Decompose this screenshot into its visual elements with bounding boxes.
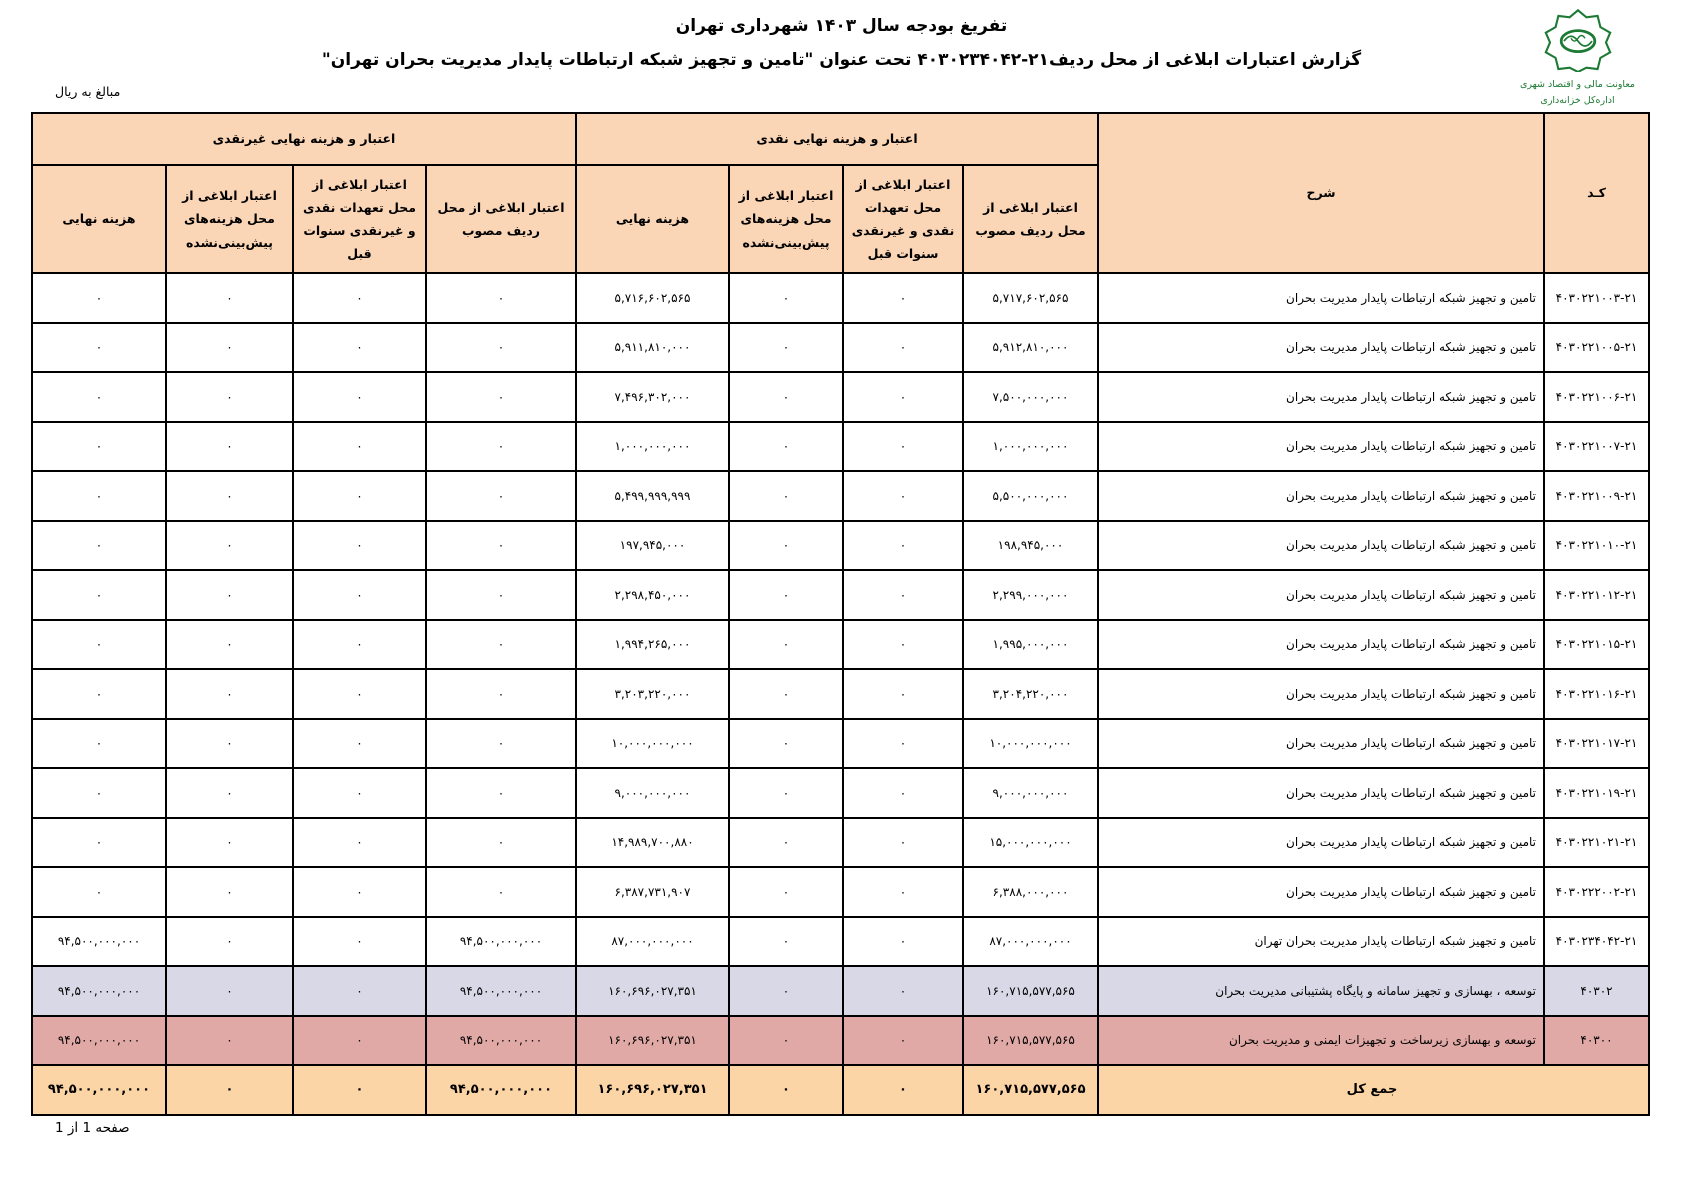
row-cash-unforeseen-cell: ۰	[729, 719, 843, 769]
row-cash-final-cell: ۱,۹۹۴,۲۶۵,۰۰۰	[576, 620, 729, 670]
row-description-cell: تامین و تجهیز شبکه ارتباطات پایدار مدیریت بحران	[1098, 422, 1544, 472]
row-noncash-prior-cell: ۰	[293, 917, 426, 967]
row-noncash-approved-cell: ۹۴,۵۰۰,۰۰۰,۰۰۰	[426, 1065, 576, 1115]
row-cash-prior-cell: ۰	[843, 768, 963, 818]
row-noncash-approved-cell: ۹۴,۵۰۰,۰۰۰,۰۰۰	[426, 1016, 576, 1066]
row-noncash-final-cell: ۰	[32, 471, 166, 521]
row-noncash-prior-cell: ۰	[293, 372, 426, 422]
table-row	[32, 521, 1649, 571]
row-cash-final-cell: ۱۴,۹۸۹,۷۰۰,۸۸۰	[576, 818, 729, 868]
row-cash-prior-cell: ۰	[843, 471, 963, 521]
row-description-cell: تامین و تجهیز شبکه ارتباطات پایدار مدیریت بحران	[1098, 323, 1544, 373]
row-cash-prior-cell: ۰	[843, 1016, 963, 1066]
row-noncash-final-cell: ۹۴,۵۰۰,۰۰۰,۰۰۰	[32, 966, 166, 1016]
row-cash-unforeseen-cell: ۰	[729, 422, 843, 472]
row-noncash-unforeseen-cell: ۰	[166, 372, 293, 422]
row-noncash-approved-cell: ۰	[426, 273, 576, 323]
row-cash-unforeseen-cell: ۰	[729, 1065, 843, 1115]
table-row	[32, 818, 1649, 868]
row-noncash-final-cell: ۰	[32, 867, 166, 917]
column-header-noncash-approved: اعتبار ابلاغی از محل ردیف مصوب	[426, 165, 576, 273]
row-description-cell: تامین و تجهیز شبکه ارتباطات پایدار مدیریت بحران	[1098, 768, 1544, 818]
row-cash-approved-cell: ۵,۷۱۷,۶۰۲,۵۶۵	[963, 273, 1098, 323]
row-noncash-final-cell: ۹۴,۵۰۰,۰۰۰,۰۰۰	[32, 917, 166, 967]
row-noncash-unforeseen-cell: ۰	[166, 570, 293, 620]
row-noncash-unforeseen-cell: ۰	[166, 1016, 293, 1066]
row-cash-unforeseen-cell: ۰	[729, 372, 843, 422]
row-cash-approved-cell: ۱۰,۰۰۰,۰۰۰,۰۰۰	[963, 719, 1098, 769]
row-code-cell: ۴۰۳۰۲۲۱۰۲۱-۲۱	[1544, 818, 1649, 868]
group-header-noncash: اعتبار و هزینه نهایی غیرنقدی	[32, 113, 576, 165]
row-cash-unforeseen-cell: ۰	[729, 570, 843, 620]
row-code-cell: ۴۰۳۰۲۲۱۰۰۳-۲۱	[1544, 273, 1649, 323]
column-header-noncash-unforeseen: اعتبار ابلاغی از محل هزینه‌های پیش‌بینی‌نشده	[166, 165, 293, 273]
table-row	[32, 768, 1649, 818]
row-code-cell: ۴۰۳۰۲۲۱۰۱۷-۲۱	[1544, 719, 1649, 769]
row-description-cell: تامین و تجهیز شبکه ارتباطات پایدار مدیریت بحران	[1098, 570, 1544, 620]
row-cash-approved-cell: ۸۷,۰۰۰,۰۰۰,۰۰۰	[963, 917, 1098, 967]
page-number-label: صفحه 1 از 1	[55, 1120, 130, 1136]
column-header-cash-prior-obligations: اعتبار ابلاغی از محل تعهدات نقدی و غیرنقدی سنوات قبل	[843, 165, 963, 273]
group-header-cash: اعتبار و هزینه نهایی نقدی	[576, 113, 1098, 165]
row-cash-unforeseen-cell: ۰	[729, 966, 843, 1016]
row-cash-unforeseen-cell: ۰	[729, 620, 843, 670]
column-header-noncash-prior-obligations: اعتبار ابلاغی از محل تعهدات نقدی و غیرنقدی سنوات قبل	[293, 165, 426, 273]
row-noncash-final-cell: ۰	[32, 768, 166, 818]
row-code-cell: ۴۰۳۰۲۲۱۰۱۵-۲۱	[1544, 620, 1649, 670]
column-header-cash-unforeseen: اعتبار ابلاغی از محل هزینه‌های پیش‌بینی‌نشده	[729, 165, 843, 273]
row-noncash-prior-cell: ۰	[293, 719, 426, 769]
row-noncash-prior-cell: ۰	[293, 669, 426, 719]
row-cash-prior-cell: ۰	[843, 1065, 963, 1115]
row-cash-prior-cell: ۰	[843, 570, 963, 620]
row-noncash-prior-cell: ۰	[293, 818, 426, 868]
row-description-cell: توسعه ، بهسازی و تجهیز سامانه و پایگاه پشتیبانی مدیریت بحران	[1098, 966, 1544, 1016]
row-cash-final-cell: ۱۶۰,۶۹۶,۰۲۷,۳۵۱	[576, 966, 729, 1016]
table-row	[32, 867, 1649, 917]
row-description-cell: تامین و تجهیز شبکه ارتباطات پایدار مدیریت بحران	[1098, 273, 1544, 323]
row-cash-unforeseen-cell: ۰	[729, 1016, 843, 1066]
row-noncash-unforeseen-cell: ۰	[166, 1065, 293, 1115]
row-code-cell: ۴۰۳۰۲۲۱۰۱۹-۲۱	[1544, 768, 1649, 818]
row-noncash-unforeseen-cell: ۰	[166, 422, 293, 472]
row-noncash-final-cell: ۰	[32, 372, 166, 422]
row-description-cell: تامین و تجهیز شبکه ارتباطات پایدار مدیریت بحران	[1098, 719, 1544, 769]
row-cash-prior-cell: ۰	[843, 669, 963, 719]
row-description-cell: توسعه و بهسازی زیرساخت و تجهیزات ایمنی و مدیریت بحران	[1098, 1016, 1544, 1066]
row-cash-final-cell: ۷,۴۹۶,۳۰۲,۰۰۰	[576, 372, 729, 422]
row-code-cell: ۴۰۳۰۰	[1544, 1016, 1649, 1066]
row-noncash-unforeseen-cell: ۰	[166, 966, 293, 1016]
report-title-line1: تفریغ بودجه سال ۱۴۰۳ شهرداری تهران	[675, 16, 1008, 36]
row-code-cell: ۴۰۳۰۲۲۱۰۱۶-۲۱	[1544, 669, 1649, 719]
row-cash-final-cell: ۵,۹۱۱,۸۱۰,۰۰۰	[576, 323, 729, 373]
row-cash-unforeseen-cell: ۰	[729, 471, 843, 521]
column-header-cash-final-cost: هزینه نهایی	[576, 165, 729, 273]
row-cash-prior-cell: ۰	[843, 966, 963, 1016]
row-noncash-prior-cell: ۰	[293, 471, 426, 521]
table-row	[32, 719, 1649, 769]
row-noncash-final-cell: ۹۴,۵۰۰,۰۰۰,۰۰۰	[32, 1065, 166, 1115]
row-code-cell: ۴۰۳۰۲۲۱۰۰۵-۲۱	[1544, 323, 1649, 373]
row-cash-final-cell: ۱۰,۰۰۰,۰۰۰,۰۰۰	[576, 719, 729, 769]
column-header-cash-approved: اعتبار ابلاغی از محل ردیف مصوب	[963, 165, 1098, 273]
table-row	[32, 471, 1649, 521]
column-header-description: شرح	[1098, 113, 1544, 273]
row-noncash-final-cell: ۰	[32, 719, 166, 769]
row-cash-final-cell: ۳,۲۰۳,۲۲۰,۰۰۰	[576, 669, 729, 719]
row-description-cell: تامین و تجهیز شبکه ارتباطات پایدار مدیریت بحران	[1098, 818, 1544, 868]
column-header-code: کـد	[1544, 113, 1649, 273]
report-title-line2: گزارش اعتبارات ابلاغی از محل ردیف۲۱‏-‏۴۰۳۰۲۳۴۰۴۲ تحت عنوان "تامین و تجهیز شبکه ارتباطات پایدار مدیریت بحران تهران"	[321, 50, 1362, 70]
row-noncash-approved-cell: ۰	[426, 570, 576, 620]
table-row	[32, 917, 1649, 967]
grand-total-label: جمع کل	[1098, 1065, 1649, 1115]
row-cash-approved-cell: ۹,۰۰۰,۰۰۰,۰۰۰	[963, 768, 1098, 818]
row-cash-prior-cell: ۰	[843, 818, 963, 868]
row-noncash-final-cell: ۰	[32, 669, 166, 719]
row-description-cell: تامین و تجهیز شبکه ارتباطات پایدار مدیریت بحران	[1098, 471, 1544, 521]
row-noncash-unforeseen-cell: ۰	[166, 323, 293, 373]
row-noncash-prior-cell: ۰	[293, 966, 426, 1016]
row-noncash-prior-cell: ۰	[293, 323, 426, 373]
row-description-cell: تامین و تجهیز شبکه ارتباطات پایدار مدیریت بحران	[1098, 669, 1544, 719]
row-cash-approved-cell: ۲,۲۹۹,۰۰۰,۰۰۰	[963, 570, 1098, 620]
row-noncash-approved-cell: ۰	[426, 867, 576, 917]
table-row	[32, 422, 1649, 472]
row-noncash-approved-cell: ۰	[426, 818, 576, 868]
row-noncash-unforeseen-cell: ۰	[166, 273, 293, 323]
row-noncash-approved-cell: ۹۴,۵۰۰,۰۰۰,۰۰۰	[426, 966, 576, 1016]
row-description-cell: تامین و تجهیز شبکه ارتباطات پایدار مدیریت بحران	[1098, 521, 1544, 571]
row-noncash-final-cell: ۹۴,۵۰۰,۰۰۰,۰۰۰	[32, 1016, 166, 1066]
row-description-cell: تامین و تجهیز شبکه ارتباطات پایدار مدیریت بحران	[1098, 867, 1544, 917]
row-noncash-final-cell: ۰	[32, 570, 166, 620]
row-cash-unforeseen-cell: ۰	[729, 768, 843, 818]
row-cash-prior-cell: ۰	[843, 620, 963, 670]
row-cash-final-cell: ۱۶۰,۶۹۶,۰۲۷,۳۵۱	[576, 1065, 729, 1115]
table-row	[32, 323, 1649, 373]
row-noncash-unforeseen-cell: ۰	[166, 471, 293, 521]
row-cash-prior-cell: ۰	[843, 422, 963, 472]
row-noncash-unforeseen-cell: ۰	[166, 620, 293, 670]
row-code-cell: ۴۰۳۰۲۲۲۰۰۲-۲۱	[1544, 867, 1649, 917]
row-code-cell: ۴۰۳۰۲۲۱۰۱۲-۲۱	[1544, 570, 1649, 620]
row-noncash-approved-cell: ۰	[426, 521, 576, 571]
row-noncash-unforeseen-cell: ۰	[166, 669, 293, 719]
row-cash-approved-cell: ۱,۰۰۰,۰۰۰,۰۰۰	[963, 422, 1098, 472]
row-cash-final-cell: ۱۹۷,۹۴۵,۰۰۰	[576, 521, 729, 571]
row-cash-approved-cell: ۱۹۸,۹۴۵,۰۰۰	[963, 521, 1098, 571]
row-noncash-prior-cell: ۰	[293, 620, 426, 670]
row-cash-prior-cell: ۰	[843, 719, 963, 769]
row-cash-approved-cell: ۱۶۰,۷۱۵,۵۷۷,۵۶۵	[963, 1016, 1098, 1066]
logo-caption-line1: معاونت مالی و اقتصاد شهری	[1519, 79, 1636, 90]
budget-report-table	[31, 112, 1650, 1116]
row-noncash-prior-cell: ۰	[293, 768, 426, 818]
table-row	[32, 620, 1649, 670]
row-cash-approved-cell: ۵,۵۰۰,۰۰۰,۰۰۰	[963, 471, 1098, 521]
row-noncash-prior-cell: ۰	[293, 521, 426, 571]
row-noncash-approved-cell: ۰	[426, 669, 576, 719]
row-cash-final-cell: ۹,۰۰۰,۰۰۰,۰۰۰	[576, 768, 729, 818]
row-cash-prior-cell: ۰	[843, 372, 963, 422]
row-noncash-approved-cell: ۰	[426, 372, 576, 422]
row-noncash-unforeseen-cell: ۰	[166, 719, 293, 769]
row-noncash-unforeseen-cell: ۰	[166, 768, 293, 818]
row-noncash-approved-cell: ۰	[426, 422, 576, 472]
row-code-cell: ۴۰۳۰۲۲۱۰۰۶-۲۱	[1544, 372, 1649, 422]
row-noncash-final-cell: ۰	[32, 521, 166, 571]
row-noncash-prior-cell: ۰	[293, 867, 426, 917]
row-cash-unforeseen-cell: ۰	[729, 273, 843, 323]
row-noncash-final-cell: ۰	[32, 620, 166, 670]
table-row	[32, 273, 1649, 323]
table-row	[32, 372, 1649, 422]
row-cash-approved-cell: ۱۵,۰۰۰,۰۰۰,۰۰۰	[963, 818, 1098, 868]
row-description-cell: تامین و تجهیز شبکه ارتباطات پایدار مدیریت بحران	[1098, 620, 1544, 670]
row-cash-approved-cell: ۱۶۰,۷۱۵,۵۷۷,۵۶۵	[963, 1065, 1098, 1115]
row-cash-unforeseen-cell: ۰	[729, 917, 843, 967]
row-cash-prior-cell: ۰	[843, 273, 963, 323]
row-cash-final-cell: ۶,۳۸۷,۷۳۱,۹۰۷	[576, 867, 729, 917]
table-row	[32, 1016, 1649, 1066]
row-cash-prior-cell: ۰	[843, 521, 963, 571]
row-noncash-unforeseen-cell: ۰	[166, 867, 293, 917]
row-noncash-prior-cell: ۰	[293, 422, 426, 472]
row-cash-approved-cell: ۶,۳۸۸,۰۰۰,۰۰۰	[963, 867, 1098, 917]
column-header-noncash-final-cost: هزینه نهایی	[32, 165, 166, 273]
row-noncash-approved-cell: ۰	[426, 719, 576, 769]
row-cash-approved-cell: ۵,۹۱۲,۸۱۰,۰۰۰	[963, 323, 1098, 373]
row-noncash-prior-cell: ۰	[293, 273, 426, 323]
row-cash-unforeseen-cell: ۰	[729, 818, 843, 868]
row-cash-final-cell: ۱۶۰,۶۹۶,۰۲۷,۳۵۱	[576, 1016, 729, 1066]
row-noncash-prior-cell: ۰	[293, 1065, 426, 1115]
row-cash-approved-cell: ۱۶۰,۷۱۵,۵۷۷,۵۶۵	[963, 966, 1098, 1016]
row-code-cell: ۴۰۳۰۲	[1544, 966, 1649, 1016]
row-code-cell: ۴۰۳۰۲۳۴۰۴۲-۲۱	[1544, 917, 1649, 967]
row-cash-unforeseen-cell: ۰	[729, 521, 843, 571]
row-code-cell: ۴۰۳۰۲۲۱۰۰۷-۲۱	[1544, 422, 1649, 472]
logo-caption-line2: اداره‌کل خزانه‌داری	[1540, 95, 1615, 107]
row-noncash-unforeseen-cell: ۰	[166, 917, 293, 967]
row-cash-unforeseen-cell: ۰	[729, 323, 843, 373]
report-header	[60, 16, 1623, 70]
row-noncash-approved-cell: ۰	[426, 620, 576, 670]
row-cash-final-cell: ۵,۷۱۶,۶۰۲,۵۶۵	[576, 273, 729, 323]
row-cash-unforeseen-cell: ۰	[729, 669, 843, 719]
row-description-cell: تامین و تجهیز شبکه ارتباطات پایدار مدیریت بحران تهران	[1098, 917, 1544, 967]
row-cash-final-cell: ۸۷,۰۰۰,۰۰۰,۰۰۰	[576, 917, 729, 967]
row-cash-final-cell: ۲,۲۹۸,۴۵۰,۰۰۰	[576, 570, 729, 620]
row-noncash-approved-cell: ۰	[426, 768, 576, 818]
row-description-cell: تامین و تجهیز شبکه ارتباطات پایدار مدیریت بحران	[1098, 372, 1544, 422]
row-cash-unforeseen-cell: ۰	[729, 867, 843, 917]
row-noncash-final-cell: ۰	[32, 323, 166, 373]
row-noncash-final-cell: ۰	[32, 273, 166, 323]
row-noncash-approved-cell: ۰	[426, 471, 576, 521]
currency-note: مبالغ به ریال	[55, 84, 121, 99]
table-row	[32, 570, 1649, 620]
row-cash-final-cell: ۱,۰۰۰,۰۰۰,۰۰۰	[576, 422, 729, 472]
row-cash-prior-cell: ۰	[843, 917, 963, 967]
row-noncash-final-cell: ۰	[32, 818, 166, 868]
row-noncash-approved-cell: ۰	[426, 323, 576, 373]
row-cash-approved-cell: ۱,۹۹۵,۰۰۰,۰۰۰	[963, 620, 1098, 670]
grand-total-row	[32, 1065, 1649, 1115]
row-noncash-unforeseen-cell: ۰	[166, 521, 293, 571]
row-code-cell: ۴۰۳۰۲۲۱۰۱۰-۲۱	[1544, 521, 1649, 571]
row-cash-final-cell: ۵,۴۹۹,۹۹۹,۹۹۹	[576, 471, 729, 521]
row-noncash-approved-cell: ۹۴,۵۰۰,۰۰۰,۰۰۰	[426, 917, 576, 967]
row-cash-prior-cell: ۰	[843, 323, 963, 373]
row-noncash-prior-cell: ۰	[293, 570, 426, 620]
row-cash-approved-cell: ۷,۵۰۰,۰۰۰,۰۰۰	[963, 372, 1098, 422]
row-noncash-unforeseen-cell: ۰	[166, 818, 293, 868]
row-cash-prior-cell: ۰	[843, 867, 963, 917]
row-noncash-final-cell: ۰	[32, 422, 166, 472]
row-code-cell: ۴۰۳۰۲۲۱۰۰۹-۲۱	[1544, 471, 1649, 521]
table-row	[32, 669, 1649, 719]
row-noncash-prior-cell: ۰	[293, 1016, 426, 1066]
table-row	[32, 966, 1649, 1016]
row-cash-approved-cell: ۳,۲۰۴,۲۲۰,۰۰۰	[963, 669, 1098, 719]
